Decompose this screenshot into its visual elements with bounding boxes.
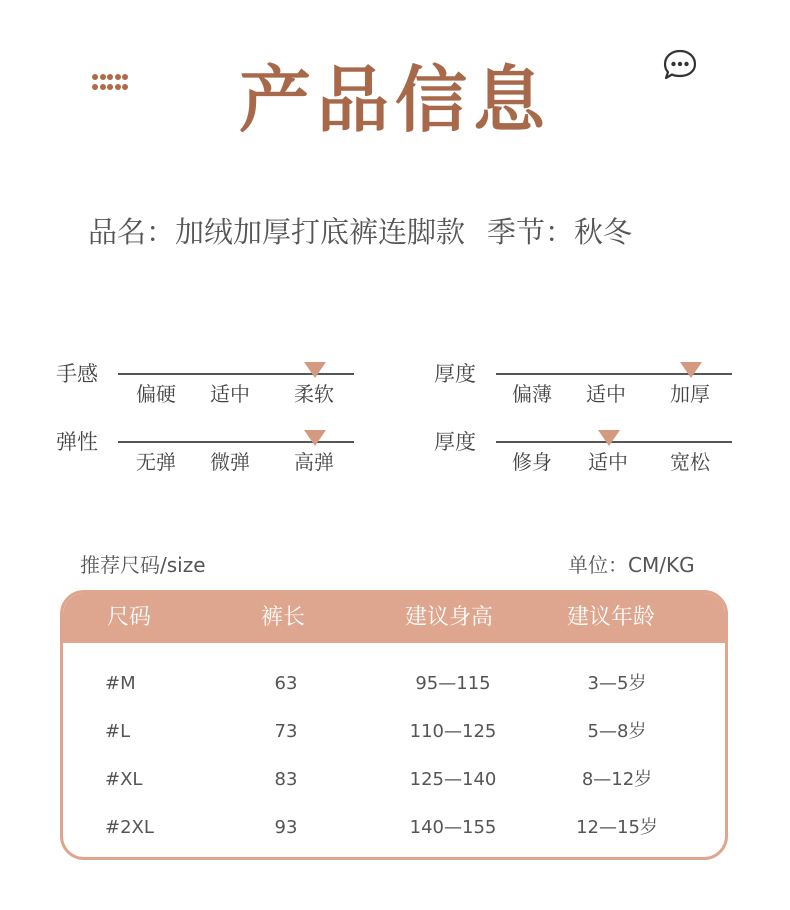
size-table-header-cell: 建议身高 bbox=[405, 605, 494, 630]
table-cell-age: 12—15岁 bbox=[576, 817, 658, 838]
attr-fit-option: 修身 bbox=[512, 450, 552, 474]
table-cell-length: 93 bbox=[274, 817, 298, 838]
attr-fit-label: 厚度 bbox=[434, 430, 476, 454]
attr-thickness-option: 加厚 bbox=[670, 382, 710, 406]
product-name-value: 加绒加厚打底裤连脚款 bbox=[175, 215, 466, 249]
table-cell-height: 95—115 bbox=[415, 673, 491, 694]
table-cell-size: #2XL bbox=[105, 817, 154, 838]
table-cell-age: 8—12岁 bbox=[581, 769, 653, 790]
table-cell-height: 140—155 bbox=[409, 817, 497, 838]
attr-feel-option: 偏硬 bbox=[136, 382, 176, 406]
attr-feel-label: 手感 bbox=[56, 362, 98, 386]
season-value: 秋冬 bbox=[574, 215, 633, 249]
size-table bbox=[60, 590, 728, 860]
table-cell-age: 5—8岁 bbox=[587, 721, 647, 742]
product-name-label: 品名： bbox=[88, 215, 176, 249]
size-table-header-cell: 建议年龄 bbox=[567, 605, 656, 630]
table-cell-size: #L bbox=[105, 721, 131, 742]
size-unit-label: 单位：CM/KG bbox=[568, 553, 695, 577]
size-table-header-cell: 尺码 bbox=[107, 605, 152, 630]
table-cell-age: 3—5岁 bbox=[587, 673, 647, 694]
attr-elasticity-option: 无弹 bbox=[136, 450, 176, 474]
table-cell-size: #XL bbox=[105, 769, 143, 790]
attr-feel-option: 适中 bbox=[210, 382, 250, 406]
attr-thickness-label: 厚度 bbox=[434, 362, 476, 386]
season-label: 季节： bbox=[487, 215, 575, 249]
table-cell-height: 125—140 bbox=[409, 769, 497, 790]
attr-feel-option: 柔软 bbox=[294, 382, 334, 406]
page-title: 产品信息 bbox=[238, 58, 551, 142]
size-table-header bbox=[63, 593, 725, 643]
attr-thickness-option: 适中 bbox=[586, 382, 626, 406]
table-cell-length: 83 bbox=[274, 769, 298, 790]
attr-elasticity-option: 高弹 bbox=[294, 450, 334, 474]
table-cell-length: 63 bbox=[274, 673, 298, 694]
attr-fit-option: 适中 bbox=[588, 450, 628, 474]
product-info-line bbox=[88, 212, 632, 252]
attr-fit-option: 宽松 bbox=[670, 450, 710, 474]
attr-feel-selected-marker bbox=[304, 362, 326, 378]
attr-elasticity-label: 弹性 bbox=[56, 430, 98, 454]
attr-fit-selected-marker bbox=[598, 430, 620, 446]
table-cell-length: 73 bbox=[274, 721, 298, 742]
attr-thickness-selected-marker bbox=[680, 362, 702, 378]
table-cell-size: #M bbox=[105, 673, 136, 694]
size-recommend-title: 推荐尺码/size bbox=[80, 553, 206, 577]
size-table-header-cell: 裤长 bbox=[261, 605, 306, 630]
attr-elasticity-option: 微弹 bbox=[210, 450, 250, 474]
attr-thickness-option: 偏薄 bbox=[512, 382, 552, 406]
attr-elasticity-selected-marker bbox=[304, 430, 326, 446]
table-cell-height: 110—125 bbox=[409, 721, 497, 742]
